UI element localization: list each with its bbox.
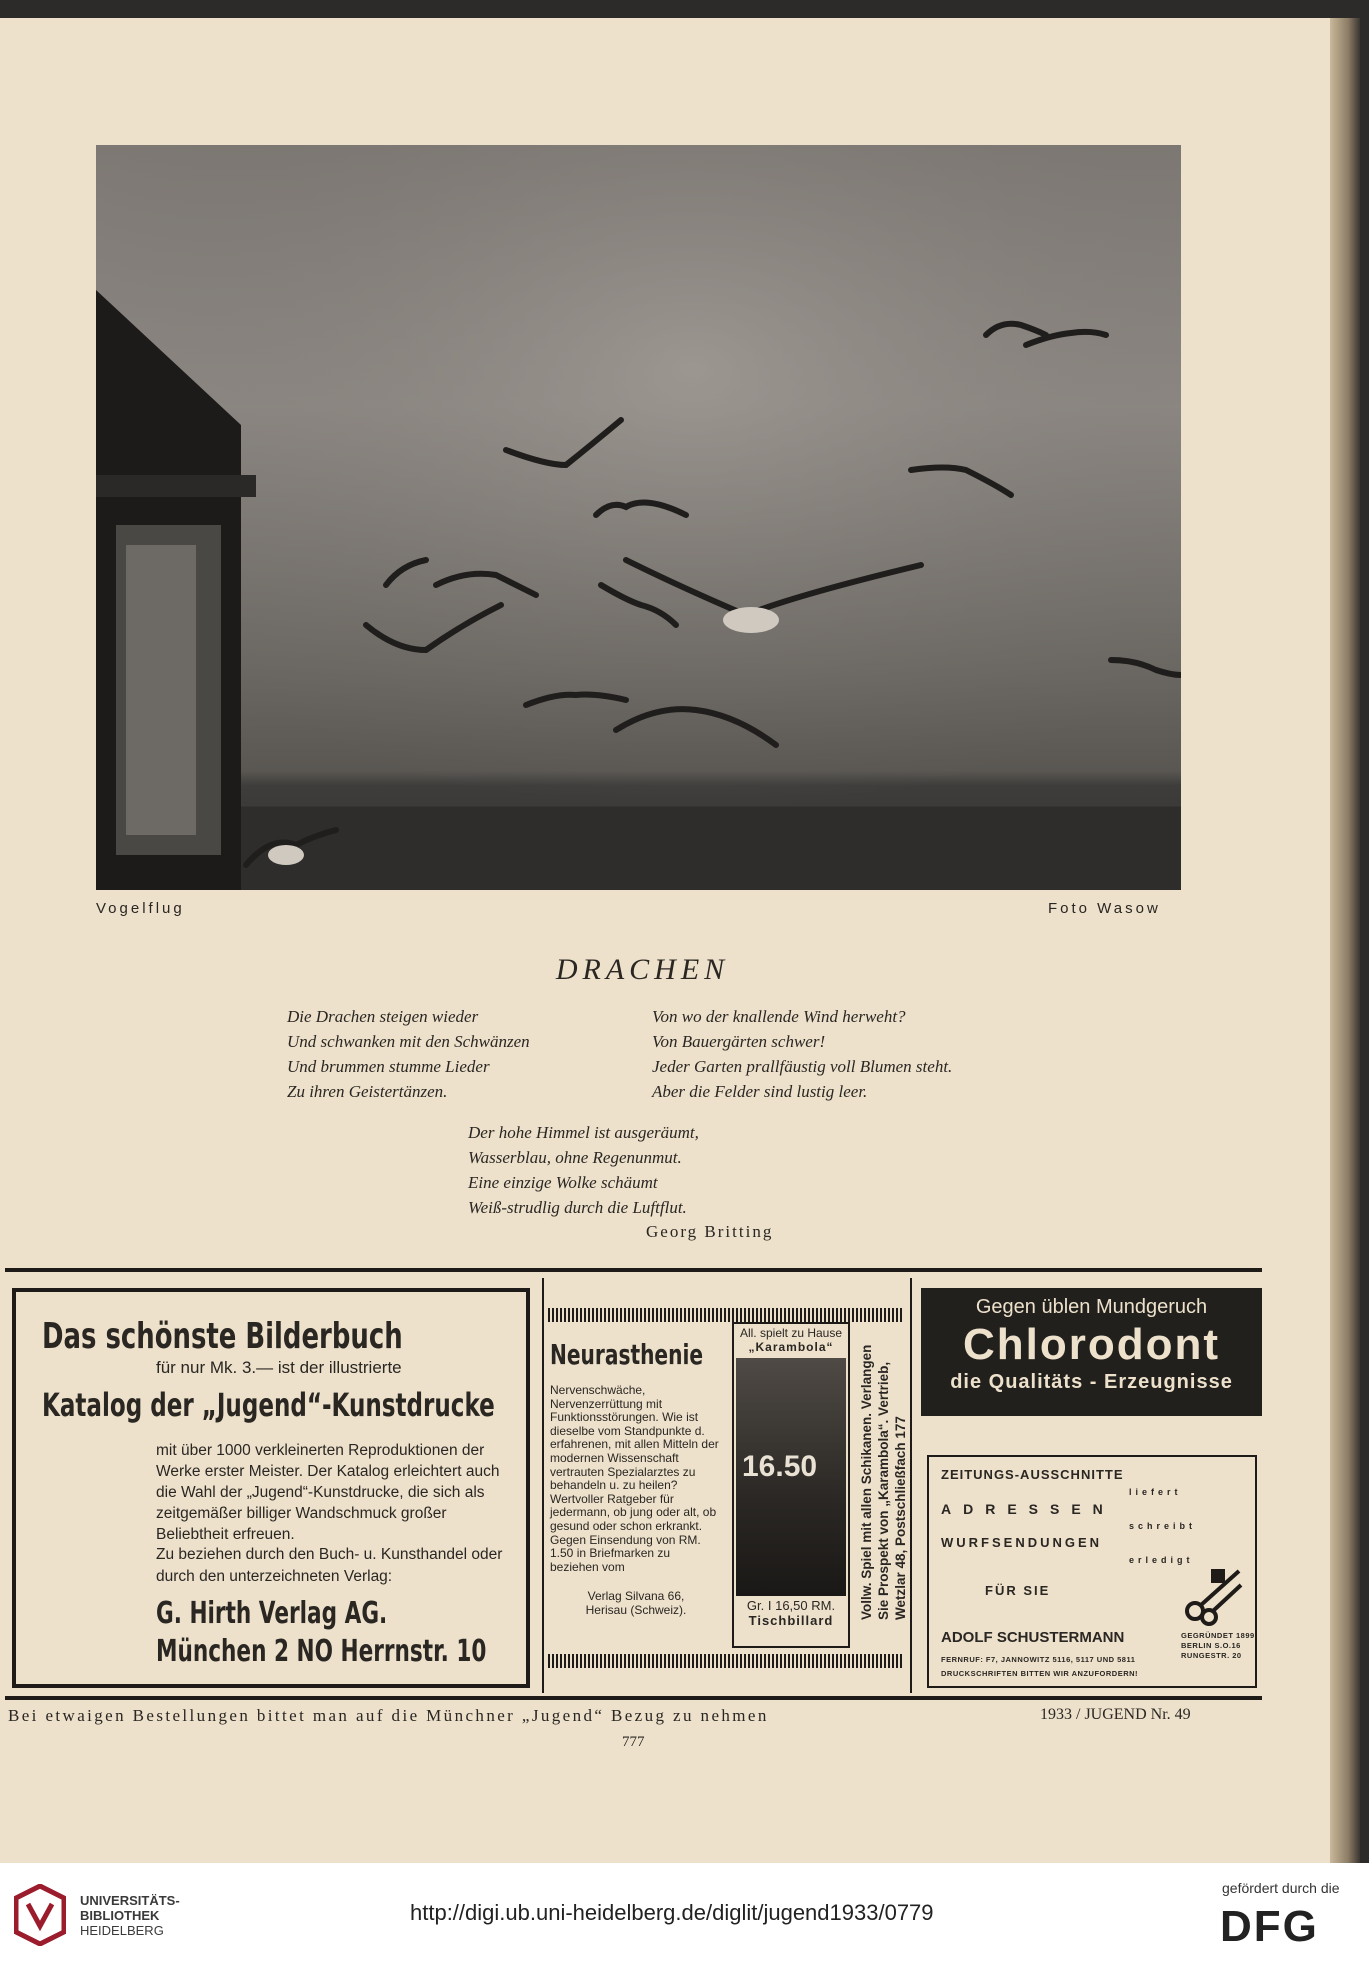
library-line: HEIDELBERG [80, 1923, 164, 1938]
hatch-border [548, 1308, 904, 1322]
page-edge [1330, 18, 1360, 1863]
karambola-brand: „Karambola“ [748, 1340, 834, 1354]
vertical-line: Sie Prospekt von „Karambola“. Vertrieb, [876, 1361, 891, 1620]
poem-line: Und schwanken mit den Schwänzen [287, 1032, 530, 1051]
order-note: Bei etwaigen Bestellungen bittet man auf die Münchner „Jugend“ Bezug zu nehmen [8, 1706, 769, 1725]
poem-author: Georg Britting [646, 1222, 774, 1241]
poem-line: Und brummen stumme Lieder [287, 1057, 490, 1076]
vertical-line: Wetzlar 48, Postschließfach 177 [893, 1416, 908, 1620]
university-library-logo-icon [14, 1884, 66, 1946]
poem-line: Zu ihren Geistertänzen. [287, 1082, 448, 1101]
vendor-line: Verlag Silvana 66, [587, 1589, 685, 1603]
poem-line: Wasserblau, ohne Regenunmut. [468, 1148, 682, 1167]
schustermann-addr1: BERLIN S.O.16 [1181, 1641, 1241, 1650]
ad-neurasthenie-karambola [548, 1300, 908, 1680]
column-divider [910, 1278, 912, 1693]
vertical-line: Vollw. Spiel mit allen Schikanen. Verlangen [859, 1344, 874, 1620]
schustermann-founded: GEGRÜNDET 1899 [1181, 1631, 1255, 1640]
schustermann-print: DRUCKSCHRIFTEN BITTEN WIR ANZUFORDERN! [941, 1669, 1139, 1678]
scissors-icon [1181, 1565, 1243, 1627]
ad-body-2: Zu beziehen durch den Buch- u. Kunsthandel oder durch den unterzeichneten Verlag: [156, 1546, 503, 1585]
ad-neurasthenie-title: Neurasthenie [550, 1338, 704, 1371]
poem-line: Weiß-strudlig durch die Luftflut. [468, 1198, 687, 1217]
schustermann-line: WURFSENDUNGEN [941, 1535, 1103, 1550]
poem-line: Eine einzige Wolke schäumt [468, 1173, 658, 1192]
permalink[interactable]: http://digi.ub.uni-heidelberg.de/diglit/jugend1933/0779 [410, 1900, 934, 1925]
ad-subline: für nur Mk. 3.— ist der illustrierte [156, 1358, 402, 1377]
page-number: 777 [622, 1734, 645, 1750]
ad-body: mit über 1000 verkleinerten Reproduktionen der Werke erster Meister. Der Katalog erleichtert auch die Wahl der „Jugend“-Kunstdrucke, die sich als zeitgemäßer billiger Wandschmuck großer Beliebtheit erfreuen. [156, 1442, 500, 1543]
poem-title: DRACHEN [555, 953, 730, 986]
poem-stanza-2 [652, 1004, 952, 1104]
funded-by-label: gefördert durch die [1222, 1880, 1340, 1896]
schustermann-verb: liefert [1129, 1487, 1182, 1497]
divider-bottom [5, 1696, 1262, 1700]
poem-line: Von Bauergärten schwer! [652, 1032, 826, 1051]
schustermann-verb: erledigt [1129, 1555, 1194, 1565]
karambola-price-on-image: 16.50 [742, 1450, 818, 1483]
billiard-photo [736, 1358, 846, 1596]
photo-seagulls [96, 145, 1181, 890]
issue-label: 1933 / JUGEND Nr. 49 [1040, 1706, 1191, 1723]
poem-stanza-1 [287, 1004, 530, 1104]
ad-bilderbuch [12, 1288, 530, 1688]
karambola-vertical-text [858, 1330, 909, 1620]
chlorodont-line1: Gegen üblen Mundgeruch [975, 1296, 1208, 1318]
divider-top [5, 1268, 1262, 1272]
karambola-product: Tischbillard [748, 1613, 834, 1628]
karambola-price: Gr. I 16,50 RM. [746, 1598, 836, 1613]
schustermann-line: ADRESSEN [941, 1501, 1115, 1517]
poem-line: Die Drachen steigen wieder [287, 1007, 479, 1026]
vendor-line: Herisau (Schweiz). [585, 1602, 687, 1617]
ad-catalog-title: Katalog der „Jugend“-Kunstdrucke [42, 1386, 495, 1424]
ad-karambola [732, 1322, 850, 1648]
poem-line: Von wo der knallende Wind herweht? [652, 1007, 906, 1026]
library-line: BIBLIOTHEK [80, 1908, 160, 1923]
dfg-logo: DFG [1220, 1902, 1319, 1951]
photo-credit: Foto Wasow [1048, 900, 1161, 917]
seagull-illustration [96, 145, 1181, 890]
karambola-head: All. spielt zu Hause [739, 1326, 843, 1340]
chlorodont-line3: die Qualitäts - Erzeugnisse [950, 1371, 1233, 1393]
photo-caption-title: Vogelflug [96, 900, 185, 917]
hatch-border [548, 1654, 904, 1668]
ad-neurasthenie-vendor [548, 1590, 724, 1617]
chlorodont-brand: Chlorodont [962, 1320, 1221, 1369]
schustermann-line: FÜR SIE [985, 1583, 1051, 1598]
ad-chlorodont [921, 1288, 1262, 1416]
poem-line: Der hohe Himmel ist ausgeräumt, [468, 1123, 699, 1142]
schustermann-line: ZEITUNGS-AUSSCHNITTE [941, 1467, 1124, 1482]
schustermann-verb: schreibt [1129, 1521, 1197, 1531]
poem-line: Aber die Felder sind lustig leer. [652, 1082, 868, 1101]
schustermann-addr2: RUNGESTR. 20 [1181, 1651, 1242, 1660]
library-line: UNIVERSITÄTS- [80, 1893, 180, 1908]
poem-line: Jeder Garten prallfäustig voll Blumen steht. [652, 1057, 953, 1076]
ad-address: München 2 NO Herrnstr. 10 [156, 1634, 487, 1669]
schustermann-phone: FERNRUF: F7, JANNOWITZ 5116, 5117 UND 5811 [941, 1655, 1136, 1664]
library-name [80, 1893, 180, 1938]
ad-publisher: G. Hirth Verlag AG. [156, 1596, 388, 1631]
ad-neurasthenie-text: Nervenschwäche, Nervenzerrüttung mit Funktionsstörungen. Wie ist dieselbe vom Standpunkte d. erfahrenen, mit allen Mitteln der modernen Wissenschaft vertrauten Spezialarztes zu behandeln u. zu heilen? Wertvoller Ratgeber für jedermann, ob jung oder alt, ob gesund oder schon erkrankt. Gegen Einsendung von RM. 1.50 in Briefmarken zu beziehen vom [550, 1383, 719, 1574]
schustermann-name: ADOLF SCHUSTERMANN [941, 1629, 1125, 1646]
poem-stanza-3 [468, 1120, 699, 1220]
ad-headline: Das schönste Bilderbuch [42, 1316, 403, 1357]
column-divider [542, 1278, 544, 1693]
ad-schustermann [927, 1455, 1257, 1688]
